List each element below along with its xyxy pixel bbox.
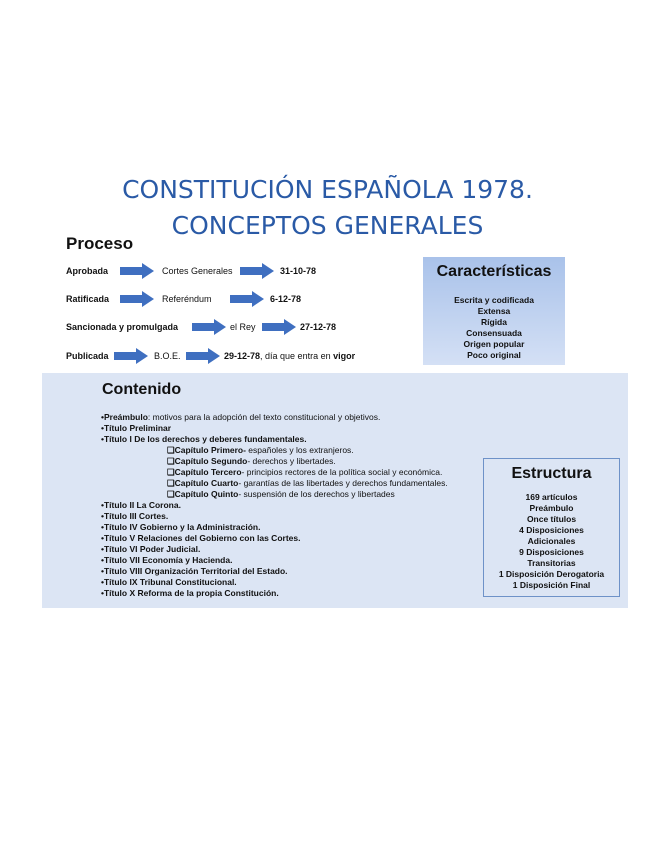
contenido-item [101,522,491,533]
proceso-row-ratificada [66,290,366,308]
right-arrow-icon [120,263,154,279]
proceso-date-text [224,347,355,365]
contenido-subitem [101,456,491,467]
right-arrow-icon [240,263,274,279]
contenido-item-text: - suspensión de los derechos y libertades [238,489,395,499]
contenido-item-heading: •Título II La Corona. [101,500,181,510]
contenido-subitem [101,467,491,478]
list-item: Adicionales [527,536,576,546]
right-arrow-icon [114,348,148,364]
contenido-item-text: españoles y los extranjeros. [245,445,354,455]
list-item: Rígida [481,317,507,327]
proceso-label: Publicada [66,351,109,361]
contenido-item-heading: •Título VI Poder Judicial. [101,544,201,554]
contenido-subitem [101,489,491,500]
list-item: Consensuada [466,328,522,338]
proceso-title: Proceso [66,234,134,253]
proceso-row-aprobada [66,262,366,280]
proceso-date: 27-12-78 [300,322,337,332]
proceso-via: Cortes Generales [162,266,233,276]
proceso-via: Referéndum [162,294,212,304]
page-title-line1: CONSTITUCIÓN ESPAÑOLA 1978. [122,175,533,204]
proceso-via: B.O.E. [154,351,181,361]
contenido-item [101,500,491,511]
contenido-subitem [101,445,491,456]
contenido-item-text: - principios rectores de la política social y económica. [241,467,443,477]
contenido-item-heading: ❑Capítulo Cuarto [167,478,239,488]
contenido-item-heading: •Título III Cortes. [101,511,169,521]
right-arrow-icon [186,348,220,364]
estructura-title: Estructura [511,465,592,482]
list-item: Poco original [467,350,521,360]
contenido-item [101,588,491,599]
contenido-subitem [101,478,491,489]
contenido-item-text: - garantías de las libertades y derechos fundamentales. [238,478,448,488]
proceso-row-sancionada [66,318,386,336]
contenido-item-heading: ❑Capítulo Tercero [167,467,242,477]
contenido-item-heading: •Título IV Gobierno y la Administración. [101,522,261,532]
right-arrow-icon [192,319,226,335]
contenido-item-heading: •Título V Relaciones del Gobierno con las Cortes. [101,533,301,543]
page-title-line2: CONCEPTOS GENERALES [171,211,484,240]
proceso-label: Sancionada y promulgada [66,322,179,332]
list-item: Escrita y codificada [454,295,534,305]
contenido-item [101,566,491,577]
contenido-item-heading: ❑Capítulo Segundo [167,456,248,466]
list-item: 9 Disposiciones [519,547,584,557]
caracteristicas-box [423,257,565,365]
contenido-item [101,533,491,544]
contenido-item-heading: •Título I De los derechos y deberes fundamentales. [101,434,307,444]
proceso-label: Ratificada [66,294,110,304]
proceso-extra: , día que entra en [260,351,334,361]
contenido-item [101,434,491,445]
contenido-list [101,412,491,599]
contenido-item-heading: ❑Capítulo Quinto [167,489,239,499]
contenido-item [101,577,491,588]
list-item: 169 artículos [525,492,578,502]
right-arrow-icon [120,291,154,307]
contenido-item [101,544,491,555]
contenido-item [101,412,491,423]
proceso-date: 29-12-78 [224,351,261,361]
proceso-date: 6-12-78 [270,294,302,304]
proceso-extra-bold: vigor [333,351,356,361]
contenido-item-heading: •Título VII Economía y Hacienda. [101,555,233,565]
caracteristicas-title: Características [436,263,552,280]
list-item: Origen popular [463,339,525,349]
estructura-box [483,458,620,597]
estructura-list [484,492,619,591]
contenido-item-heading: •Preámbulo [101,412,148,422]
contenido-item-heading: •Título IX Tribunal Constitucional. [101,577,237,587]
list-item: 4 Disposiciones [519,525,584,535]
list-item: Extensa [477,306,511,316]
list-item: 1 Disposición Final [512,580,591,590]
proceso-row-publicada [66,347,406,365]
proceso-via: el Rey [230,322,256,332]
proceso-label: Aprobada [66,266,109,276]
contenido-item [101,423,491,434]
contenido-item [101,555,491,566]
list-item: 1 Disposición Derogatoria [498,569,605,579]
contenido-item-text: : motivos para la adopción del texto constitucional y objetivos. [147,412,381,422]
contenido-title: Contenido [102,381,182,398]
right-arrow-icon [262,319,296,335]
contenido-item-heading: ❑Capítulo Primero- [167,445,246,455]
contenido-item-text: - derechos y libertades. [247,456,336,466]
list-item: Once títulos [526,514,577,524]
right-arrow-icon [230,291,264,307]
caracteristicas-list [423,295,565,361]
proceso-date: 31-10-78 [280,266,317,276]
list-item: Transitorias [527,558,576,568]
contenido-item-heading: •Título Preliminar [101,423,172,433]
list-item: Preámbulo [529,503,574,513]
contenido-item-heading: •Título X Reforma de la propia Constitución. [101,588,279,598]
contenido-item-heading: •Título VIII Organización Territorial del Estado. [101,566,288,576]
contenido-item [101,511,491,522]
